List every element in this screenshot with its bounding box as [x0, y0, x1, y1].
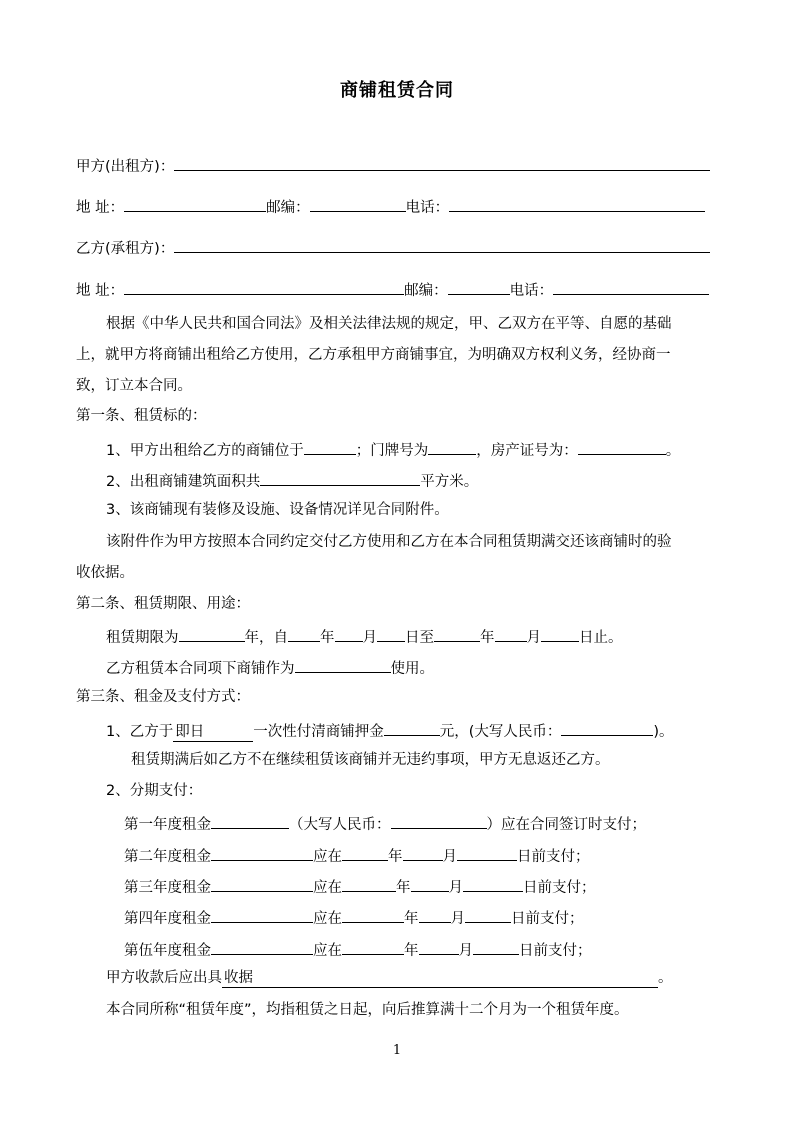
year-3-year-blank[interactable] [342, 875, 396, 892]
party-b-phone-blank[interactable] [553, 278, 709, 295]
page-number: 1 [392, 1043, 402, 1058]
year-1-amount-blank[interactable] [211, 812, 289, 829]
deposit-row: 1、乙方于 即日 一次性付清商铺押金 元，(大写人民币： )。 [106, 719, 674, 742]
receipt-row: 甲方收款后应出具 收据 。 [106, 970, 673, 986]
party-b-postcode-blank[interactable] [448, 278, 510, 295]
end-month-blank[interactable] [495, 625, 527, 642]
year-2-year-blank[interactable] [342, 844, 388, 861]
year-2-day-blank[interactable] [457, 844, 517, 861]
party-a-address-row [76, 195, 705, 218]
deposit-uppercase-blank[interactable] [561, 719, 653, 736]
year-1-rent-row: 第一年度租金 （大写人民币： ）应在合同签订时支付； [124, 812, 646, 835]
lease-year-definition: 本合同所称“租赁年度”，均指租赁之日起，向后推算满十二个月为一个租赁年度。 [106, 1002, 629, 1018]
end-year-blank[interactable] [434, 625, 480, 642]
address-label: 地 址： [76, 283, 125, 299]
year-4-day-blank[interactable] [465, 906, 511, 923]
postcode-label: 邮编： [404, 283, 448, 299]
property-cert-blank[interactable] [578, 438, 666, 455]
lease-use-row: 乙方租赁本合同项下商铺作为 使用。 [106, 656, 434, 679]
area-blank[interactable] [260, 469, 420, 486]
year-1-uppercase-blank[interactable] [391, 812, 487, 829]
year-5-month-blank[interactable] [419, 938, 459, 955]
address-label: 地 址： [76, 200, 125, 216]
intro-line: 上，就甲方将商铺出租给乙方使用，乙方承租甲方商铺事宜，为明确双方权利义务，经协商一 [76, 347, 671, 363]
party-b-address-blank[interactable] [124, 278, 404, 295]
year-5-rent-row: 第伍年度租金 应在 年 月 日前支付； [124, 938, 592, 961]
article-1-item-3: 3、该商铺现有装修及设施、设备情况详见合同附件。 [106, 502, 449, 518]
party-a-postcode-blank[interactable] [310, 195, 406, 212]
year-3-month-blank[interactable] [411, 875, 449, 892]
postcode-label: 邮编： [266, 200, 310, 216]
deposit-amount-blank[interactable] [384, 719, 440, 736]
article-1-note: 收依据。 [76, 565, 134, 581]
location-blank[interactable] [304, 438, 356, 455]
year-5-amount-blank[interactable] [211, 938, 313, 955]
term-years-blank[interactable] [179, 625, 245, 642]
party-a-label: 甲方(出租方)： [76, 159, 175, 175]
party-a-address-blank[interactable] [124, 195, 266, 212]
year-3-day-blank[interactable] [463, 875, 523, 892]
receipt-type-field[interactable]: 收据 [222, 969, 658, 988]
lease-term-row: 租赁期限为 年，自 年 月 日至 年 月 日止。 [106, 625, 623, 648]
use-blank[interactable] [295, 656, 391, 673]
year-5-day-blank[interactable] [473, 938, 519, 955]
door-number-blank[interactable] [428, 438, 476, 455]
year-2-rent-row: 第二年度租金 应在 年 月 日前支付； [124, 844, 590, 867]
article-1-note: 该附件作为甲方按照本合同约定交付乙方使用和乙方在本合同租赁期满交还该商铺时的验 [106, 534, 672, 550]
article-1-heading: 第一条、租赁标的： [76, 408, 207, 424]
party-a-phone-blank[interactable] [449, 195, 705, 212]
deposit-time-field[interactable]: 即日 [173, 723, 253, 742]
article-3-heading: 第三条、租金及支付方式： [76, 689, 250, 705]
intro-line: 根据《中华人民共和国合同法》及相关法律法规的规定，甲、乙双方在平等、自愿的基础 [106, 316, 672, 332]
party-b-label: 乙方(承租方)： [76, 241, 175, 257]
year-5-year-blank[interactable] [342, 938, 404, 955]
party-b-row [76, 236, 710, 259]
party-a-row [76, 154, 710, 177]
article-1-item-2: 2、出租商铺建筑面积共 平方米。 [106, 469, 478, 492]
refund-row: 租赁期满后如乙方不在继续租赁该商铺并无违约事项，甲方无息返还乙方。 [131, 752, 610, 768]
party-b-address-row [76, 278, 709, 301]
year-3-rent-row: 第三年度租金 应在 年 月 日前支付； [124, 875, 596, 898]
year-2-month-blank[interactable] [403, 844, 443, 861]
year-2-amount-blank[interactable] [211, 844, 313, 861]
phone-label: 电话： [405, 200, 450, 216]
party-a-blank[interactable] [174, 154, 710, 171]
year-4-amount-blank[interactable] [211, 906, 313, 923]
article-2-heading: 第二条、租赁期限、用途： [76, 596, 250, 612]
article-1-item-1: 1、甲方出租给乙方的商铺位于 ；门牌号为 ，房产证号为： 。 [106, 438, 680, 461]
page-title: 商铺租赁合同 [340, 80, 454, 101]
party-b-blank[interactable] [174, 236, 710, 253]
start-day-blank[interactable] [377, 625, 405, 642]
year-3-amount-blank[interactable] [211, 875, 313, 892]
year-4-year-blank[interactable] [342, 906, 404, 923]
start-year-blank[interactable] [288, 625, 320, 642]
year-4-month-blank[interactable] [419, 906, 451, 923]
phone-label: 电话： [509, 283, 554, 299]
year-4-rent-row: 第四年度租金 应在 年 月 日前支付； [124, 906, 584, 929]
end-day-blank[interactable] [541, 625, 579, 642]
installment-heading: 2、分期支付： [106, 783, 203, 799]
start-month-blank[interactable] [335, 625, 363, 642]
intro-line: 致，订立本合同。 [76, 378, 192, 394]
